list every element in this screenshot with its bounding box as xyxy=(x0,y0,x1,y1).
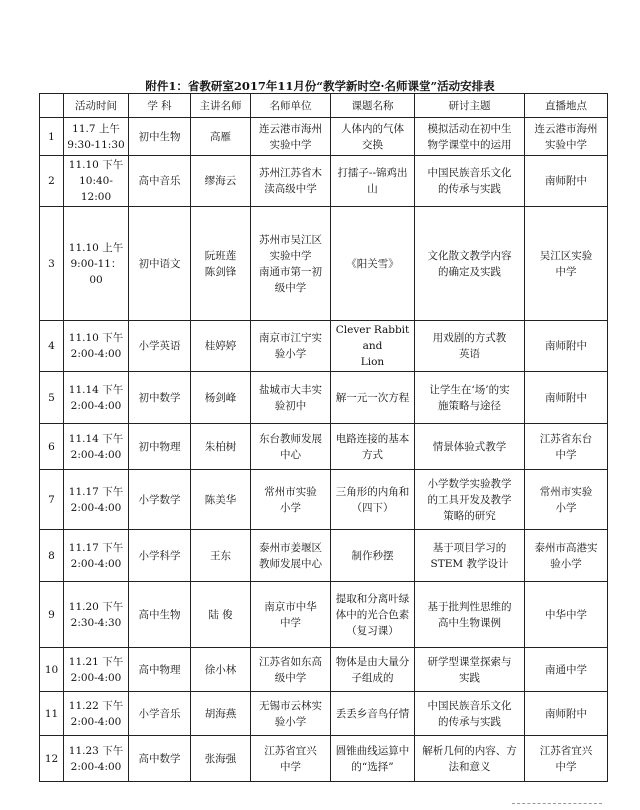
seminar-theme-cell xyxy=(415,372,525,424)
teacher-name: 陆 俊 xyxy=(208,608,233,621)
seminar-theme: 小学数学实验教学 的工具开发及教学 策略的研究 xyxy=(427,477,512,522)
teacher-name-cell xyxy=(191,582,251,648)
seminar-theme: 让学生在‘场’的实 施策略与途径 xyxy=(429,383,510,412)
lesson-topic: 电路连接的基本 方式 xyxy=(335,432,410,461)
activity-time-cell xyxy=(64,582,129,648)
seminar-theme-cell xyxy=(415,582,525,648)
document-title: 附件1：省教研室2017年11月份“教学新时空·名师课堂”活动安排表 xyxy=(145,79,495,93)
teacher-name: 胡海燕 xyxy=(204,707,237,720)
seminar-theme: 中国民族音乐文化 的传承与实践 xyxy=(427,699,512,728)
row-number: 2 xyxy=(48,175,55,187)
teacher-name: 朱柏树 xyxy=(204,440,237,453)
activity-time-cell xyxy=(64,321,129,372)
table-row xyxy=(40,470,608,530)
activity-time: 11.10 下午 10:40-12:00 xyxy=(68,159,124,203)
teacher-name: 高雁 xyxy=(210,130,231,143)
lesson-topic-cell xyxy=(331,470,415,530)
teacher-unit-cell xyxy=(251,648,331,692)
teacher-unit: 南京市江宁实 验小学 xyxy=(259,332,322,360)
subject: 初中生物 xyxy=(138,130,181,143)
teacher-unit-cell xyxy=(251,207,331,321)
column-header-theme: 研讨主题 xyxy=(415,94,525,118)
teacher-unit-cell xyxy=(251,582,331,648)
activity-time: 11.14 下午 2:00-4:00 xyxy=(68,432,124,461)
teacher-name: 徐小林 xyxy=(204,663,237,676)
seminar-theme-cell xyxy=(415,424,525,470)
seminar-theme: 模拟活动在初中生 物学课堂中的运用 xyxy=(427,122,512,151)
broadcast-location: 南师附中 xyxy=(545,175,587,187)
teacher-name: 王东 xyxy=(210,549,231,562)
subject: 小学数学 xyxy=(138,493,181,506)
lesson-topic-cell xyxy=(331,424,415,470)
broadcast-location-cell xyxy=(525,372,608,424)
subject-cell xyxy=(129,692,191,736)
teacher-name-cell xyxy=(191,372,251,424)
broadcast-location-cell xyxy=(525,736,608,782)
row-number: 10 xyxy=(44,663,59,676)
table-row xyxy=(40,156,608,207)
teacher-unit-cell xyxy=(251,692,331,736)
table-row xyxy=(40,582,608,648)
row-number: 8 xyxy=(48,549,55,562)
lesson-topic: 物体是由大量分 子组成的 xyxy=(335,655,410,684)
teacher-name: 张海强 xyxy=(204,752,237,765)
lesson-topic-cell xyxy=(331,648,415,692)
column-header-subject: 学 科 xyxy=(129,94,191,118)
subject: 初中数学 xyxy=(138,391,181,404)
subject-cell xyxy=(129,156,191,207)
seminar-theme-cell xyxy=(415,118,525,156)
table-row xyxy=(40,207,608,321)
broadcast-location-cell xyxy=(525,321,608,372)
row-number-cell xyxy=(40,692,64,736)
activity-time-cell xyxy=(64,207,129,321)
teacher-unit-cell xyxy=(251,156,331,207)
row-number: 11 xyxy=(44,707,59,720)
broadcast-location: 南通中学 xyxy=(545,663,587,676)
column-header-index xyxy=(40,94,64,118)
seminar-theme-cell xyxy=(415,736,525,782)
lesson-topic: 提取和分离叶绿 体中的光合色素 （复习课） xyxy=(335,592,410,637)
broadcast-location-cell xyxy=(525,692,608,736)
broadcast-location: 南师附中 xyxy=(545,340,587,352)
row-number: 12 xyxy=(44,752,59,765)
seminar-theme-cell xyxy=(415,156,525,207)
subject: 小学英语 xyxy=(138,340,181,352)
row-number: 3 xyxy=(48,257,55,270)
seminar-theme-cell xyxy=(415,692,525,736)
row-number: 1 xyxy=(48,130,55,143)
lesson-topic-cell xyxy=(331,118,415,156)
broadcast-location-cell xyxy=(525,207,608,321)
subject-cell xyxy=(129,648,191,692)
activity-time-cell xyxy=(64,372,129,424)
row-number: 6 xyxy=(48,440,55,453)
row-number-cell xyxy=(40,582,64,648)
column-header-unit: 名师单位 xyxy=(251,94,331,118)
teacher-unit-cell xyxy=(251,118,331,156)
row-number-cell xyxy=(40,207,64,321)
broadcast-location: 南师附中 xyxy=(545,707,587,720)
teacher-name-cell xyxy=(191,321,251,372)
teacher-unit-cell xyxy=(251,372,331,424)
teacher-name-cell xyxy=(191,156,251,207)
broadcast-location-cell xyxy=(525,530,608,582)
seminar-theme-cell xyxy=(415,470,525,530)
table-row xyxy=(40,424,608,470)
teacher-name-cell xyxy=(191,118,251,156)
subject-cell xyxy=(129,736,191,782)
subject: 小学科学 xyxy=(138,549,181,562)
activity-time: 11.21 下午 2:00-4:00 xyxy=(68,655,124,684)
seminar-theme: 基于项目学习的 STEM 教学设计 xyxy=(430,541,509,570)
teacher-name: 缪海云 xyxy=(204,175,237,187)
lesson-topic-cell xyxy=(331,736,415,782)
teacher-unit-cell xyxy=(251,470,331,530)
broadcast-location: 泰州市高港实 验小学 xyxy=(534,541,598,570)
teacher-unit: 江苏省宜兴 中学 xyxy=(264,744,317,773)
lesson-topic: 制作秒摆 xyxy=(351,549,394,562)
broadcast-location-cell xyxy=(525,648,608,692)
row-number-cell xyxy=(40,156,64,207)
teacher-unit: 南京市中华 中学 xyxy=(264,600,317,629)
activity-time-cell xyxy=(64,530,129,582)
subject: 初中物理 xyxy=(138,440,181,453)
subject-cell xyxy=(129,470,191,530)
table-row xyxy=(40,372,608,424)
teacher-unit: 常州市实验 小学 xyxy=(264,485,317,514)
table-row xyxy=(40,530,608,582)
row-number: 4 xyxy=(48,340,55,352)
row-number: 5 xyxy=(48,391,55,404)
row-number-cell xyxy=(40,736,64,782)
activity-time: 11.10 下午 2:00-4:00 xyxy=(68,332,124,360)
row-number: 7 xyxy=(48,493,55,506)
subject: 初中语文 xyxy=(138,257,181,270)
seminar-theme: 研学型课堂探索与 实践 xyxy=(427,655,512,684)
lesson-topic: 丢丢乡音鸟仔情 xyxy=(335,707,410,720)
row-number-cell xyxy=(40,470,64,530)
lesson-topic: 三角形的内角和 （四下） xyxy=(335,485,410,514)
activity-time-cell xyxy=(64,736,129,782)
row-number-cell xyxy=(40,118,64,156)
table-row xyxy=(40,692,608,736)
teacher-unit: 江苏省如东高 级中学 xyxy=(259,655,322,684)
broadcast-location: 中华中学 xyxy=(545,608,587,621)
schedule-table xyxy=(39,93,608,782)
activity-time: 11.20 下午 2:30-4:30 xyxy=(68,600,124,629)
teacher-unit: 连云港市海州 实验中学 xyxy=(259,122,322,151)
activity-time: 11.7 上午 9:30-11:30 xyxy=(67,122,125,151)
subject-cell xyxy=(129,424,191,470)
subject-cell xyxy=(129,118,191,156)
teacher-name-cell xyxy=(191,530,251,582)
teacher-unit: 苏州江苏省木 渎高级中学 xyxy=(259,167,322,195)
subject: 高中生物 xyxy=(138,608,181,621)
lesson-topic-cell xyxy=(331,582,415,648)
subject-cell xyxy=(129,207,191,321)
teacher-name: 陈美华 xyxy=(204,493,237,506)
teacher-unit: 苏州市吴江区 实验中学 南通市第一初 级中学 xyxy=(259,233,322,294)
broadcast-location-cell xyxy=(525,470,608,530)
activity-time-cell xyxy=(64,470,129,530)
teacher-unit-cell xyxy=(251,321,331,372)
row-number-cell xyxy=(40,321,64,372)
broadcast-location-cell xyxy=(525,118,608,156)
lesson-topic: 打擂子--锦鸡出山 xyxy=(337,167,408,195)
row-number: 9 xyxy=(48,608,55,621)
subject-cell xyxy=(129,321,191,372)
seminar-theme-cell xyxy=(415,207,525,321)
activity-time-cell xyxy=(64,118,129,156)
activity-time: 11.17 下午 2:00-4:00 xyxy=(68,541,124,570)
subject-cell xyxy=(129,530,191,582)
table-row xyxy=(40,736,608,782)
teacher-unit-cell xyxy=(251,736,331,782)
broadcast-location: 南师附中 xyxy=(545,391,587,404)
teacher-name-cell xyxy=(191,207,251,321)
lesson-topic-cell xyxy=(331,156,415,207)
lesson-topic: 解一元一次方程 xyxy=(335,391,410,404)
lesson-topic-cell xyxy=(331,207,415,321)
seminar-theme: 中国民族音乐文化 的传承与实践 xyxy=(427,167,512,195)
seminar-theme: 情景体验式教学 xyxy=(432,440,507,453)
teacher-unit-cell xyxy=(251,424,331,470)
lesson-topic-cell xyxy=(331,321,415,372)
teacher-name-cell xyxy=(191,736,251,782)
broadcast-location: 吴江区实验 中学 xyxy=(539,249,593,278)
lesson-topic: 圆锥曲线运算中 的“选择” xyxy=(335,744,410,773)
column-header-place: 直播地点 xyxy=(525,94,608,118)
broadcast-location: 常州市实验 小学 xyxy=(539,485,593,514)
lesson-topic: Clever Rabbit and Lion xyxy=(335,324,410,368)
teacher-unit: 东台教师发展 中心 xyxy=(259,432,322,461)
lesson-topic-cell xyxy=(331,692,415,736)
row-number-cell xyxy=(40,424,64,470)
broadcast-location-cell xyxy=(525,424,608,470)
subject: 高中音乐 xyxy=(138,175,181,187)
broadcast-location-cell xyxy=(525,156,608,207)
header-row xyxy=(40,94,608,118)
broadcast-location-cell xyxy=(525,582,608,648)
broadcast-location: 连云港市海州 实验中学 xyxy=(534,122,598,151)
column-header-teacher: 主讲名师 xyxy=(191,94,251,118)
teacher-name-cell xyxy=(191,648,251,692)
seminar-theme-cell xyxy=(415,530,525,582)
seminar-theme: 文化散文教学内容 的确定及实践 xyxy=(427,249,512,278)
column-header-topic: 课题名称 xyxy=(331,94,415,118)
teacher-unit: 盐城市大丰实 验初中 xyxy=(259,383,322,412)
teacher-name-cell xyxy=(191,692,251,736)
lesson-topic-cell xyxy=(331,372,415,424)
teacher-unit: 泰州市姜堰区 教师发展中心 xyxy=(259,541,322,570)
seminar-theme: 用戏剧的方式教 英语 xyxy=(432,332,507,360)
seminar-theme: 解析几何的内容、方 法和意义 xyxy=(422,744,517,773)
teacher-name: 阮班莲 陈剑锋 xyxy=(204,249,237,278)
seminar-theme-cell xyxy=(415,321,525,372)
activity-time: 11.17 下午 2:00-4:00 xyxy=(68,485,124,514)
teacher-name-cell xyxy=(191,470,251,530)
broadcast-location: 江苏省东台 中学 xyxy=(539,432,593,461)
table-row xyxy=(40,321,608,372)
activity-time-cell xyxy=(64,692,129,736)
seminar-theme-cell xyxy=(415,648,525,692)
activity-time: 11.14 下午 2:00-4:00 xyxy=(68,383,124,412)
seminar-theme: 基于批判性思维的 高中生物课例 xyxy=(427,600,512,629)
activity-time: 11.23 下午 2:00-4:00 xyxy=(68,744,124,773)
activity-time-cell xyxy=(64,648,129,692)
subject: 小学音乐 xyxy=(138,707,181,720)
table-row xyxy=(40,118,608,156)
teacher-name-cell xyxy=(191,424,251,470)
subject-cell xyxy=(129,582,191,648)
row-number-cell xyxy=(40,530,64,582)
subject-cell xyxy=(129,372,191,424)
activity-time-cell xyxy=(64,156,129,207)
row-number-cell xyxy=(40,648,64,692)
teacher-unit-cell xyxy=(251,530,331,582)
teacher-unit: 无锡市云林实 验小学 xyxy=(259,699,322,728)
teacher-name: 桂婷婷 xyxy=(204,340,237,352)
subject: 高中物理 xyxy=(138,663,181,676)
activity-time: 11.22 下午 2:00-4:00 xyxy=(68,699,124,728)
column-header-time: 活动时间 xyxy=(64,94,129,118)
row-number-cell xyxy=(40,372,64,424)
activity-time-cell xyxy=(64,424,129,470)
lesson-topic-cell xyxy=(331,530,415,582)
table-row xyxy=(40,648,608,692)
lesson-topic: 人体内的气体 交换 xyxy=(341,122,404,151)
teacher-name: 杨剑峰 xyxy=(204,391,237,404)
activity-time: 11.10 上午 9:00-11：00 xyxy=(68,241,124,286)
subject: 高中数学 xyxy=(138,752,181,765)
lesson-topic: 《阳关雪》 xyxy=(346,257,399,270)
broadcast-location: 江苏省宜兴 中学 xyxy=(539,744,593,773)
